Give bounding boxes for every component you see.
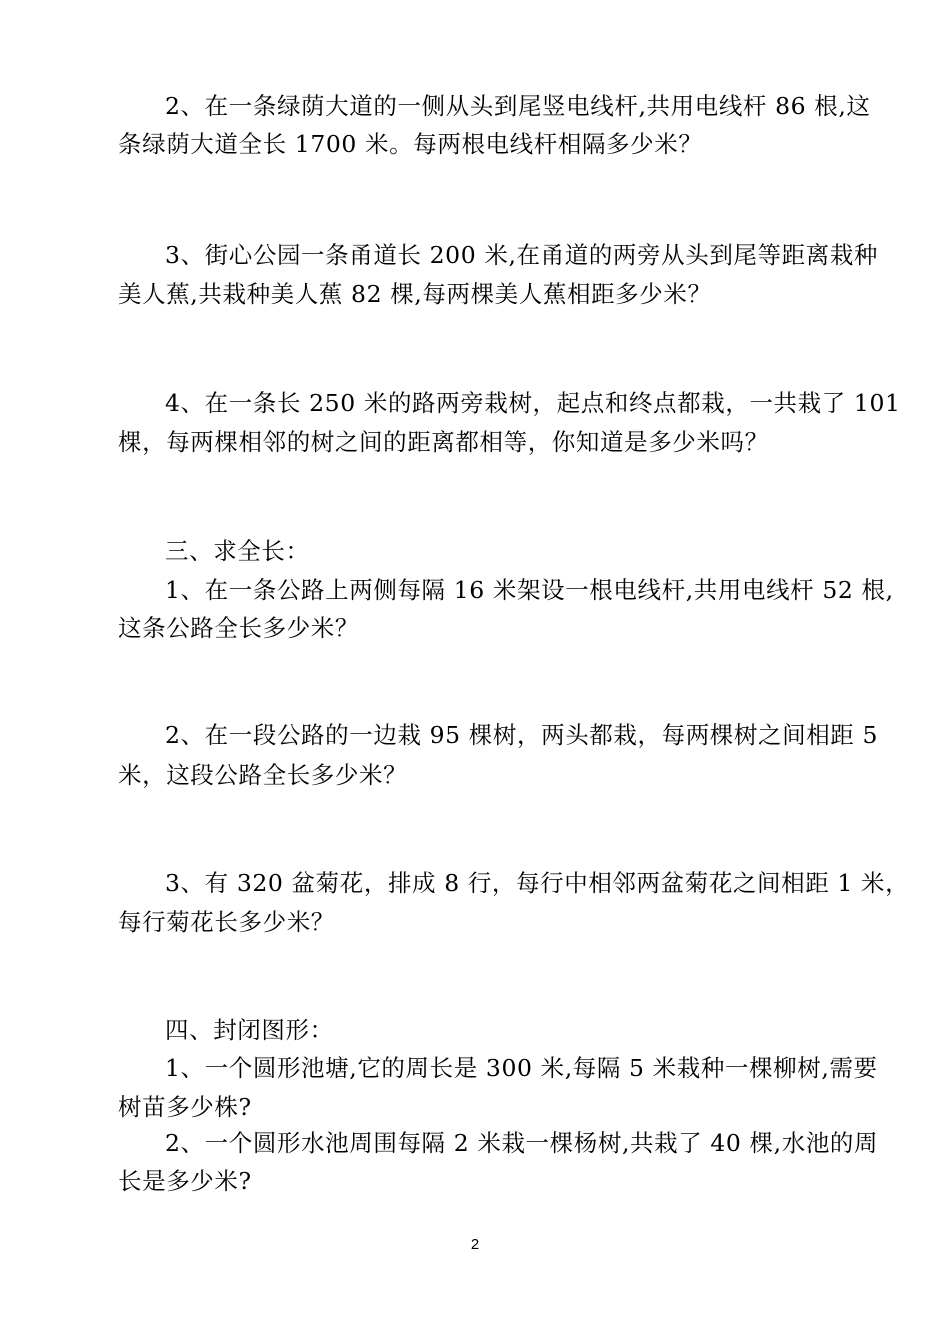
question-text-line: 长是多少米? (118, 1167, 252, 1195)
question-text-line: 条绿荫大道全长 1700 米。每两根电线杆相隔多少米？ (118, 130, 703, 158)
question-text-line: 3、有 320 盆菊花，排成 8 行，每行中相邻两盆菊花之间相距 1 米， (165, 869, 910, 897)
question-text-line: 2、在一条绿荫大道的一侧从头到尾竖电线杆,共用电线杆 86 根,这 (165, 92, 871, 120)
section-heading-total-length: 三、求全长： (165, 537, 310, 565)
question-text-line: 2、在一段公路的一边栽 95 棵树，两头都栽，每两棵树之间相距 5 (165, 721, 879, 749)
question-text-line: 1、在一条公路上两侧每隔 16 米架设一根电线杆,共用电线杆 52 根, (165, 576, 894, 604)
question-text-line: 米，这段公路全长多少米？ (118, 761, 408, 789)
section-heading-closed-figure: 四、封闭图形： (165, 1016, 334, 1044)
question-text-line: 2、一个圆形水池周围每隔 2 米栽一棵杨树,共栽了 40 棵,水池的周 (165, 1129, 879, 1157)
question-text-line: 树苗多少株? (118, 1093, 252, 1121)
question-text-line: 棵，每两棵相邻的树之间的距离都相等，你知道是多少米吗？ (118, 428, 769, 456)
question-text-line: 3、街心公园一条甬道长 200 米,在甬道的两旁从头到尾等距离栽种 (165, 241, 879, 269)
question-text-line: 美人蕉,共栽种美人蕉 82 棵,每两棵美人蕉相距多少米？ (118, 280, 712, 308)
page-number: 2 (470, 1236, 480, 1253)
question-text-line: 每行菊花长多少米？ (118, 908, 335, 936)
question-text-line: 4、在一条长 250 米的路两旁栽树，起点和终点都栽，一共栽了 101 (165, 389, 901, 417)
question-text-line: 这条公路全长多少米？ (118, 614, 359, 642)
question-text-line: 1、一个圆形池塘,它的周长是 300 米,每隔 5 米栽种一棵柳树,需要 (165, 1054, 878, 1082)
